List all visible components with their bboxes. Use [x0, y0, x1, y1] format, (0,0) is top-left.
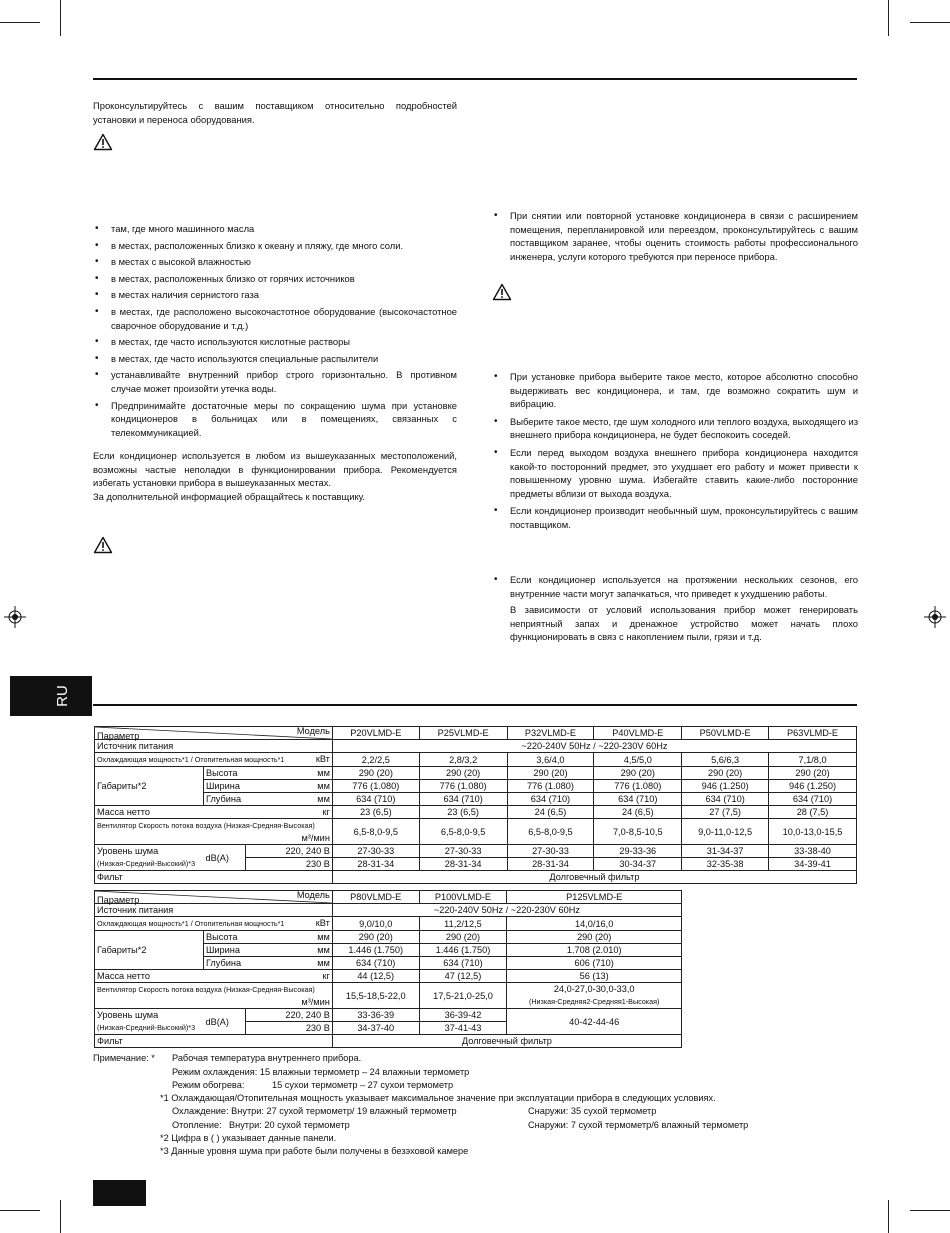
noise-sub-label: (Низкая-Средний-Высокий)*3: [97, 859, 196, 868]
list-item: • Если кондиционер используется на протяжении нескольких сезонов, его внутренние части могут запачкаться, что приведет к ухудшению работы.: [492, 573, 858, 600]
table-cell: 37-41-43: [419, 1022, 507, 1035]
table-cell: 290 (20): [419, 767, 507, 780]
list-item: • в местах, расположенных близко к океану и пляжу, где много соли.: [93, 239, 457, 253]
list-item: • в местах, где часто используются кислотные растворы: [93, 335, 457, 349]
crop-mark: [60, 0, 61, 36]
table-cell: 6,5-8,0-9,5: [419, 819, 507, 845]
table-cell: 946 (1.250): [682, 780, 769, 793]
note-text: 15 сухои термометр – 27 сухои термометр: [272, 1080, 454, 1090]
table-cell: 28-31-34: [507, 858, 594, 871]
noise-label: Уровень шума: [97, 1010, 159, 1020]
noise-sub-label: (Низкая-Средний-Высокий)*3: [97, 1023, 196, 1032]
table-row: [95, 806, 857, 819]
table-cell: 15,5-18,5-22,0: [332, 983, 419, 1009]
table-cell: 23 (6,5): [332, 806, 419, 819]
table-cell: 47 (12,5): [419, 970, 507, 983]
table-cell: 6,5-8,0-9,5: [507, 819, 594, 845]
fan-label: Вентилятор Скорость потока воздуха (Низкая-Средняя-Высокая): [97, 985, 315, 994]
table-cell: 290 (20): [507, 767, 594, 780]
fan-label: Вентилятор Скорость потока воздуха (Низкая-Средняя-Высокая): [97, 821, 315, 830]
row-label: Габариты*2: [95, 931, 204, 970]
spec-table-1: [94, 726, 857, 884]
table-row: [95, 970, 682, 983]
voltage-label: 230 В: [245, 1022, 332, 1035]
list-item: • Предпринимайте достаточные меры по сокращению шума при установке кондиционеров в больницах или в помещениях, связанных с телекоммуникацией.: [93, 399, 457, 440]
table-cell: [507, 983, 682, 1009]
table-row: [95, 740, 857, 753]
list-item: • Выберите такое место, где шум холодного или теплого воздуха, выходящего из внешнего прибора кондиционера, не будет беспокоить соседей.: [492, 415, 858, 442]
table-cell: 9,0/10,0: [332, 917, 419, 931]
table-cell: 33-36-39: [332, 1009, 419, 1022]
table-cell: 27-30-33: [332, 845, 419, 858]
row-label: Источник питания: [95, 904, 333, 917]
table-cell: Долговечный фильтр: [332, 871, 856, 884]
fan-note: (Низкая-Средняя2-Средняя1-Высокая): [528, 997, 660, 1006]
list-item: • в местах с высокой влажностью: [93, 255, 457, 269]
table-cell: 6,5-8,0-9,5: [332, 819, 419, 845]
table-cell: 4,5/5,0: [594, 753, 682, 767]
table-row: [95, 767, 857, 780]
table-cell: 17,5-21,0-25,0: [419, 983, 507, 1009]
model-cell: P50VLMD-E: [682, 727, 769, 740]
table-cell: 24 (6,5): [507, 806, 594, 819]
table-cell: 776 (1.080): [507, 780, 594, 793]
maintenance-list: [492, 573, 858, 600]
note-text: Снаружи: 35 сухой термометр: [528, 1106, 657, 1116]
row-label: Высота: [203, 931, 289, 944]
param-label: Параметр: [97, 895, 140, 905]
maintenance-text: В зависимости от условий использования прибор может генерировать неприятный запах и дренажное устройство может начать плохо функционировать в связ с накоплением пыли, грязи и т.д.: [510, 604, 858, 643]
table-cell: 11,2/12,5: [419, 917, 507, 931]
language-tab-label: RU: [54, 685, 71, 707]
list-item: • в местах, где расположено высокочастотное оборудование (высокочастотное сварочное оборудование и т.д.): [93, 305, 457, 332]
crop-mark: [0, 1210, 40, 1211]
table-cell: 27 (7,5): [682, 806, 769, 819]
table-cell: 34-37-40: [332, 1022, 419, 1035]
table-cell: 290 (20): [507, 931, 682, 944]
location-list: [93, 222, 457, 439]
row-label: [95, 917, 333, 931]
table-cell: 1.446 (1.750): [332, 944, 419, 957]
unit-label: кВт: [315, 918, 330, 928]
model-cell: P20VLMD-E: [332, 727, 419, 740]
relocation-list: [492, 209, 858, 263]
table-cell: 606 (710): [507, 957, 682, 970]
table-cell: 28-31-34: [332, 858, 419, 871]
table-cell: 34-39-41: [769, 858, 857, 871]
table-cell: 634 (710): [594, 793, 682, 806]
row-label: Фильт: [95, 871, 333, 884]
row-label: [95, 753, 333, 767]
note-text: Охлаждение: Внутри: 27 сухой термометр/ 19 влажный термометр: [172, 1106, 457, 1116]
row-label: Источник питания: [95, 740, 333, 753]
registration-mark-icon: [4, 606, 26, 628]
table-row: [95, 727, 857, 740]
crop-mark: [60, 1200, 61, 1233]
table-cell: 290 (20): [594, 767, 682, 780]
table-cell: 27-30-33: [419, 845, 507, 858]
table-cell: 634 (710): [769, 793, 857, 806]
table-row: [95, 1009, 682, 1022]
notes-label: Примечание: *: [93, 1053, 155, 1063]
row-label: [95, 983, 333, 1009]
list-item: • Если кондиционер производит необычный шум, проконсультируйтесь с вашим поставщиком.: [492, 504, 858, 531]
table-cell: 290 (20): [332, 767, 419, 780]
unit-label: dB(A): [203, 1009, 245, 1035]
note-text: Снаружи: 7 сухой термометр/6 влажный термометр: [528, 1120, 749, 1130]
table-cell: Долговечный фильтр: [332, 1035, 681, 1048]
table-cell: 776 (1.080): [594, 780, 682, 793]
table-cell: 634 (710): [419, 793, 507, 806]
unit-label: мм: [289, 944, 332, 957]
table-row: [95, 753, 857, 767]
table-cell: 28-31-34: [419, 858, 507, 871]
table-cell: 634 (710): [419, 957, 507, 970]
note-text: Режим обогрева:: [172, 1080, 245, 1090]
table-cell: 56 (13): [507, 970, 682, 983]
fan-value: 24,0-27,0-30,0-33,0: [553, 984, 635, 994]
table-cell: 634 (710): [332, 793, 419, 806]
row-label: Глубина: [203, 957, 289, 970]
table-row: [95, 904, 682, 917]
row-label: Габариты*2: [95, 767, 204, 806]
model-cell: P40VLMD-E: [594, 727, 682, 740]
table-cell: ~220-240V 50Hz / ~220-230V 60Hz: [332, 740, 856, 753]
table-cell: 28 (7,5): [769, 806, 857, 819]
row-label: Ширина: [203, 780, 289, 793]
spec-table-2: [94, 890, 682, 1048]
table-row: [95, 891, 682, 904]
header-cell: [95, 727, 333, 740]
table-cell: 776 (1.080): [419, 780, 507, 793]
unit-label: кг: [289, 806, 332, 819]
list-item: • При установке прибора выберите такое место, которое абсолютно способно выдерживать вес кондиционера, и там, где возможно сократить шум и вибрацию.: [492, 370, 858, 411]
warning-icon: [93, 536, 113, 554]
table-cell: 634 (710): [507, 793, 594, 806]
table-row: [95, 871, 857, 884]
table-row: [95, 917, 682, 931]
model-cell: P25VLMD-E: [419, 727, 507, 740]
table-cell: 290 (20): [419, 931, 507, 944]
note-text: Отопление:: [172, 1120, 222, 1130]
row-label: Масса нетто: [95, 970, 290, 983]
table-cell: 7,1/8,0: [769, 753, 857, 767]
table-cell: 29-33-36: [594, 845, 682, 858]
table-cell: 946 (1.250): [769, 780, 857, 793]
row-label: Фильт: [95, 1035, 333, 1048]
table-row: [95, 1035, 682, 1048]
table-row: [95, 819, 857, 845]
noise-label: Уровень шума: [97, 846, 159, 856]
list-item: • там, где много машинного масла: [93, 222, 457, 236]
table-cell: 2,8/3,2: [419, 753, 507, 767]
unit-label: мм: [289, 793, 332, 806]
note-text: *1 Охлаждающая/Отопительная мощность указывает максимальное значение при эксплуатации прибора в следующих условиях.: [160, 1093, 716, 1103]
crop-mark: [888, 0, 889, 36]
list-item: • в местах, где часто используются специальные распылители: [93, 352, 457, 366]
crop-mark: [910, 22, 950, 23]
model-label: Модель: [296, 890, 330, 900]
table-row: [95, 931, 682, 944]
table-row: [95, 845, 857, 858]
voltage-label: 220, 240 В: [245, 1009, 332, 1022]
model-cell: P63VLMD-E: [769, 727, 857, 740]
table-cell: 24 (6,5): [594, 806, 682, 819]
registration-mark-icon: [924, 606, 946, 628]
voltage-label: 230 В: [245, 858, 332, 871]
note-text: Рабочая температура внутреннего прибора.: [172, 1053, 362, 1063]
table-cell: 27-30-33: [507, 845, 594, 858]
crop-mark: [888, 1200, 889, 1233]
voltage-label: 220, 240 В: [245, 845, 332, 858]
note-text: *3 Данные уровня шума при работе были получены в безэховой камере: [160, 1146, 469, 1156]
unit-label: мм: [289, 957, 332, 970]
row-label: Высота: [203, 767, 289, 780]
crop-mark: [0, 22, 40, 23]
unit-label: м³/мин: [301, 833, 330, 843]
intro-text: Проконсультируйтесь с вашим поставщиком относительно подробностей установки и переноса оборудования.: [93, 100, 457, 125]
top-rule: [93, 78, 857, 80]
capacity-label: Охлаждающая мощность*1 / Отопительная мощность*1: [97, 755, 285, 764]
table-cell: 290 (20): [332, 931, 419, 944]
unit-label: кВт: [315, 754, 330, 764]
table-cell: 31-34-37: [682, 845, 769, 858]
row-label: [95, 819, 333, 845]
unit-label: м³/мин: [301, 997, 330, 1007]
table-cell: 776 (1.080): [332, 780, 419, 793]
unit-label: мм: [289, 780, 332, 793]
table-cell: 23 (6,5): [419, 806, 507, 819]
model-cell: P32VLMD-E: [507, 727, 594, 740]
table-cell: 290 (20): [682, 767, 769, 780]
list-item: • в местах, расположенных близко от горячих источников: [93, 272, 457, 286]
table-cell: 7,0-8,5-10,5: [594, 819, 682, 845]
model-label: Модель: [296, 726, 330, 736]
unit-label: dB(A): [203, 845, 245, 871]
crop-mark: [910, 1210, 950, 1211]
table-cell: 634 (710): [332, 957, 419, 970]
table-cell: 9,0-11,0-12,5: [682, 819, 769, 845]
page-number-block: [93, 1180, 146, 1206]
table-cell: 30-34-37: [594, 858, 682, 871]
table-cell: 40-42-44-46: [507, 1009, 682, 1035]
header-cell: [95, 891, 333, 904]
table-cell: 36-39-42: [419, 1009, 507, 1022]
row-label: Глубина: [203, 793, 289, 806]
list-item: • устанавливайте внутренний прибор строго горизонтально. В противном случае может произойти утечка воды.: [93, 368, 457, 395]
list-item: • При снятии или повторной установке кондиционера в связи с расширением помещения, перепланировкой или переездом, проконсультируйтесь с вашим поставщиком заранее, чтобы оценить стоимость работы профессионального инженера, услуги которого требуются при переносе прибора.: [492, 209, 858, 263]
table-cell: 290 (20): [769, 767, 857, 780]
table-row: [95, 793, 857, 806]
model-cell: P80VLMD-E: [332, 891, 419, 904]
unit-label: кг: [289, 970, 332, 983]
table-cell: 32-35-38: [682, 858, 769, 871]
location-warning-text: Если кондиционер используется в любом из вышеуказанных местоположений, возможны частые неполадки в функционировании прибора. Рекомендуется избегать установки прибора в вышеуказанных местах.: [93, 450, 457, 489]
row-label: Ширина: [203, 944, 289, 957]
section-rule: [93, 704, 857, 706]
dealer-info-text: За дополнительной информацией обращайтесь к поставщику.: [93, 491, 366, 502]
row-label: Масса нетто: [95, 806, 290, 819]
table-cell: 1.708 (2.010): [507, 944, 682, 957]
param-label: Параметр: [97, 731, 140, 741]
row-label: [95, 1009, 204, 1035]
noise-list: [492, 370, 858, 532]
table-cell: 1.446 (1.750): [419, 944, 507, 957]
unit-label: мм: [289, 931, 332, 944]
table-cell: 44 (12,5): [332, 970, 419, 983]
table-cell: 14,0/16,0: [507, 917, 682, 931]
capacity-label: Охлаждающая мощность*1 / Отопительная мощность*1: [97, 919, 285, 928]
table-row: [95, 983, 682, 1009]
table-cell: 5,6/6,3: [682, 753, 769, 767]
unit-label: мм: [289, 767, 332, 780]
row-label: [95, 845, 204, 871]
table-cell: 2,2/2,5: [332, 753, 419, 767]
model-cell: P125VLMD-E: [507, 891, 682, 904]
note-text: Внутри: 20 сухой термометр: [229, 1120, 350, 1130]
language-tab: [10, 676, 92, 716]
list-item: • в местах наличия сернистого газа: [93, 288, 457, 302]
table-cell: ~220-240V 50Hz / ~220-230V 60Hz: [332, 904, 681, 917]
warning-icon: [93, 133, 113, 151]
list-item: • Если перед выходом воздуха внешнего прибора кондиционера находится какой-то посторонний предмет, это ухудшает его работу и может привести к повышенному уровню шума. Избегайте ставить какие-либо посторонние предметы вблизи от выхода воздуха.: [492, 446, 858, 500]
table-cell: 10,0-13,0-15,5: [769, 819, 857, 845]
table-cell: 33-38-40: [769, 845, 857, 858]
table-row: [95, 780, 857, 793]
note-text: *2 Цифра в ( ) указывает данные панели.: [160, 1133, 337, 1143]
table-cell: 3,6/4,0: [507, 753, 594, 767]
model-cell: P100VLMD-E: [419, 891, 507, 904]
note-text: Режим охлаждения: 15 влажныи термометр – 24 влажныи термометр: [172, 1067, 470, 1077]
warning-icon: [492, 283, 512, 301]
table-cell: 634 (710): [682, 793, 769, 806]
